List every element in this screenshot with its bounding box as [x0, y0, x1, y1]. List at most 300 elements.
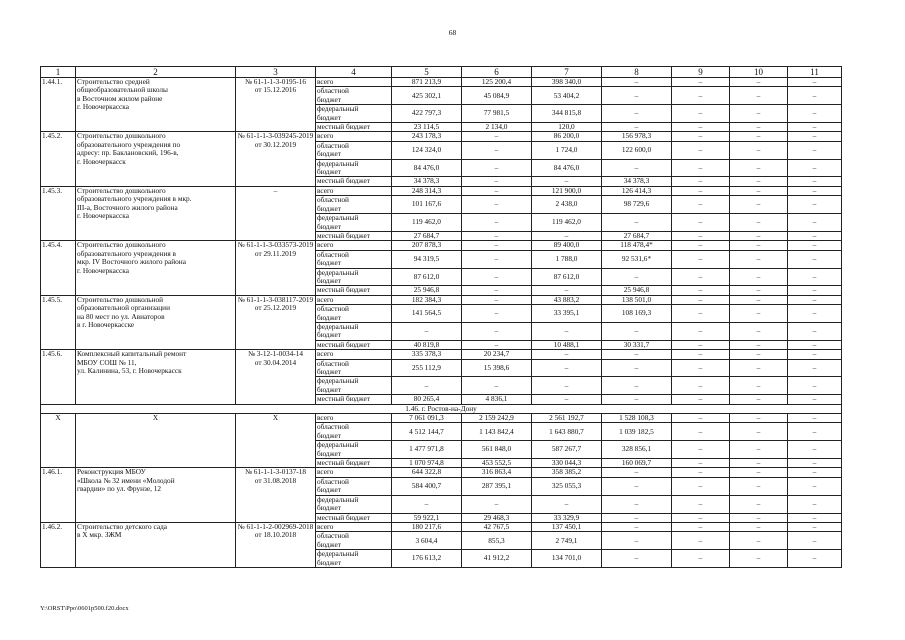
item-number: 1.45.4. — [41, 241, 76, 295]
amount-cell: – — [602, 322, 672, 340]
item-number: 1.44.1. — [41, 78, 76, 132]
amount-cell: 644 322,8 — [392, 468, 462, 477]
amount-cell: 20 234,7 — [462, 350, 532, 359]
amount-cell: – — [672, 395, 730, 404]
amount-cell: 561 848,0 — [462, 441, 532, 459]
amount-cell: – — [672, 123, 730, 132]
amount-cell: – — [730, 395, 788, 404]
table-row — [41, 414, 842, 423]
item-name: Строительство дошкольной образовательной организации на 80 мест по ул. Авиаторов в г. Новочеркасске — [76, 295, 236, 349]
amount-cell: – — [788, 322, 842, 340]
document-ref: № 61-1-1-2-002969-2018 от 18.10.2018 — [236, 522, 316, 567]
amount-cell: – — [730, 441, 788, 459]
amount-cell: 87 612,0 — [392, 268, 462, 286]
amount-cell: – — [672, 250, 730, 268]
item-name: Строительство дошкольного образовательного учреждения в мкр. III-а, Восточного жилого района г. Новочеркасска — [76, 186, 236, 240]
amount-cell: 2 159 242,9 — [462, 414, 532, 423]
column-number: 2 — [76, 67, 236, 78]
amount-cell: – — [730, 141, 788, 159]
amount-cell: – — [462, 377, 532, 395]
budget-source-label: всего — [316, 522, 392, 531]
column-number: 8 — [602, 67, 672, 78]
amount-cell: – — [462, 196, 532, 214]
amount-cell: – — [392, 495, 462, 513]
amount-cell: – — [730, 241, 788, 250]
amount-cell: – — [672, 477, 730, 495]
amount-cell: – — [532, 177, 602, 186]
amount-cell: 27 684,7 — [602, 231, 672, 240]
amount-cell: – — [532, 350, 602, 359]
amount-cell: – — [672, 459, 730, 468]
amount-cell: – — [788, 377, 842, 395]
amount-cell: – — [788, 522, 842, 531]
budget-source-label: местный бюджет — [316, 123, 392, 132]
amount-cell: 1 143 842,4 — [462, 423, 532, 441]
amount-cell: 207 878,3 — [392, 241, 462, 250]
amount-cell: – — [672, 522, 730, 531]
amount-cell: 89 400,0 — [532, 241, 602, 250]
amount-cell: 2 749,1 — [532, 532, 602, 550]
amount-cell: – — [672, 241, 730, 250]
column-number: 5 — [392, 67, 462, 78]
amount-cell: – — [788, 441, 842, 459]
amount-cell: – — [462, 340, 532, 349]
amount-cell: – — [532, 359, 602, 377]
budget-source-label: областной бюджет — [316, 423, 392, 441]
amount-cell: – — [672, 78, 730, 87]
amount-cell: 86 200,0 — [532, 132, 602, 141]
budget-source-label: федеральный бюджет — [316, 159, 392, 177]
table-row — [41, 186, 842, 195]
amount-cell: – — [672, 340, 730, 349]
item-name: Строительство детского сада в X мкр. ЗЖМ — [76, 522, 236, 567]
amount-cell: – — [672, 159, 730, 177]
amount-cell: – — [602, 105, 672, 123]
amount-cell: 141 564,5 — [392, 305, 462, 323]
amount-cell: 94 319,5 — [392, 250, 462, 268]
amount-cell: – — [788, 532, 842, 550]
amount-cell: – — [788, 78, 842, 87]
amount-cell: – — [730, 340, 788, 349]
amount-cell: – — [788, 105, 842, 123]
amount-cell: 80 265,4 — [392, 395, 462, 404]
budget-source-label: всего — [316, 186, 392, 195]
amount-cell: – — [730, 105, 788, 123]
budget-source-label: федеральный бюджет — [316, 441, 392, 459]
amount-cell: 855,3 — [462, 532, 532, 550]
amount-cell: 243 178,3 — [392, 132, 462, 141]
amount-cell: – — [672, 286, 730, 295]
budget-source-label: всего — [316, 350, 392, 359]
amount-cell: – — [672, 495, 730, 513]
amount-cell: – — [602, 123, 672, 132]
amount-cell: – — [788, 468, 842, 477]
amount-cell: – — [532, 322, 602, 340]
amount-cell: 59 922,1 — [392, 513, 462, 522]
budget-source-label: местный бюджет — [316, 513, 392, 522]
table-row — [41, 78, 842, 87]
budget-source-label: областной бюджет — [316, 196, 392, 214]
amount-cell: 328 856,1 — [602, 441, 672, 459]
amount-cell: – — [672, 414, 730, 423]
amount-cell: 358 385,2 — [532, 468, 602, 477]
item-name: Комплексный капитальный ремонт МБОУ СОШ № 11, ул. Калинина, 53, г. Новочеркасск — [76, 350, 236, 404]
amount-cell: – — [602, 477, 672, 495]
budget-source-label: федеральный бюджет — [316, 105, 392, 123]
table-row — [41, 241, 842, 250]
column-number: 6 — [462, 67, 532, 78]
column-number: 3 — [236, 67, 316, 78]
budget-table — [40, 66, 842, 568]
amount-cell: – — [602, 532, 672, 550]
amount-cell: – — [532, 377, 602, 395]
amount-cell: – — [730, 250, 788, 268]
item-number: 1.46.1. — [41, 468, 76, 522]
amount-cell: – — [730, 513, 788, 522]
amount-cell: – — [602, 513, 672, 522]
amount-cell: 1 070 974,8 — [392, 459, 462, 468]
amount-cell: – — [730, 377, 788, 395]
budget-source-label: областной бюджет — [316, 250, 392, 268]
amount-cell: – — [532, 286, 602, 295]
amount-cell: 138 501,0 — [602, 295, 672, 304]
amount-cell: – — [730, 78, 788, 87]
amount-cell: – — [602, 359, 672, 377]
amount-cell: 1 788,0 — [532, 250, 602, 268]
amount-cell: – — [602, 377, 672, 395]
amount-cell: 160 069,7 — [602, 459, 672, 468]
amount-cell: 120,0 — [532, 123, 602, 132]
document-ref: № 3-12-1-0034-14 от 30.04.2014 — [236, 350, 316, 404]
amount-cell: – — [788, 423, 842, 441]
budget-source-label: федеральный бюджет — [316, 268, 392, 286]
amount-cell: – — [462, 231, 532, 240]
amount-cell: – — [788, 141, 842, 159]
amount-cell: 87 612,0 — [532, 268, 602, 286]
amount-cell: – — [392, 322, 462, 340]
amount-cell: 2 134,0 — [462, 123, 532, 132]
column-number: 9 — [672, 67, 730, 78]
amount-cell: – — [788, 495, 842, 513]
amount-cell: – — [462, 250, 532, 268]
amount-cell: – — [730, 186, 788, 195]
amount-cell: 330 044,3 — [532, 459, 602, 468]
amount-cell: 53 404,2 — [532, 87, 602, 105]
amount-cell: 34 378,3 — [392, 177, 462, 186]
amount-cell: – — [730, 550, 788, 568]
column-number: 4 — [316, 67, 392, 78]
amount-cell: – — [532, 395, 602, 404]
amount-cell: – — [730, 459, 788, 468]
amount-cell: 176 613,2 — [392, 550, 462, 568]
amount-cell: – — [672, 177, 730, 186]
amount-cell: 248 314,3 — [392, 186, 462, 195]
budget-source-label: местный бюджет — [316, 340, 392, 349]
amount-cell: – — [730, 322, 788, 340]
amount-cell: – — [462, 186, 532, 195]
budget-source-label: федеральный бюджет — [316, 377, 392, 395]
item-number: Х — [41, 414, 76, 468]
amount-cell: – — [672, 468, 730, 477]
section-header: 1.46. г. Ростов-на-Дону — [41, 404, 842, 413]
amount-cell: 125 200,4 — [462, 78, 532, 87]
amount-cell: – — [672, 186, 730, 195]
item-name: Строительство дошкольного образовательного учреждения в мкр. IV Восточного жилого района г. Новочеркасска — [76, 241, 236, 295]
document-ref: № 61-1-1-3-0195-16 от 15.12.2016 — [236, 78, 316, 132]
table-row — [41, 132, 842, 141]
amount-cell: – — [602, 395, 672, 404]
amount-cell: – — [730, 532, 788, 550]
amount-cell: – — [730, 177, 788, 186]
amount-cell: 1 643 880,7 — [532, 423, 602, 441]
amount-cell: – — [602, 159, 672, 177]
amount-cell: – — [672, 196, 730, 214]
amount-cell: 30 331,7 — [602, 340, 672, 349]
amount-cell: 871 213,9 — [392, 78, 462, 87]
amount-cell: – — [672, 295, 730, 304]
amount-cell: 25 946,8 — [602, 286, 672, 295]
amount-cell: 335 378,3 — [392, 350, 462, 359]
document-ref: № 61-1-1-3-038117-2019 от 25.12.2019 — [236, 295, 316, 349]
amount-cell: 134 701,0 — [532, 550, 602, 568]
document-ref: № 61-1-1-3-039245-2019 от 30.12.2019 — [236, 132, 316, 186]
amount-cell: 108 169,3 — [602, 305, 672, 323]
column-number: 7 — [532, 67, 602, 78]
amount-cell: 124 324,0 — [392, 141, 462, 159]
budget-source-label: федеральный бюджет — [316, 214, 392, 232]
section-header-row — [41, 404, 842, 413]
document-ref: № 61-1-1-3-033573-2019 от 29.11.2019 — [236, 241, 316, 295]
amount-cell: 27 684,7 — [392, 231, 462, 240]
amount-cell: – — [730, 423, 788, 441]
amount-cell: – — [788, 177, 842, 186]
amount-cell: – — [788, 231, 842, 240]
amount-cell: 43 883,2 — [532, 295, 602, 304]
table-body — [41, 67, 842, 568]
amount-cell: 34 378,3 — [602, 177, 672, 186]
column-number: 10 — [730, 67, 788, 78]
amount-cell: 255 112,9 — [392, 359, 462, 377]
amount-cell: 77 981,5 — [462, 105, 532, 123]
amount-cell: – — [730, 468, 788, 477]
amount-cell: 2 561 192,7 — [532, 414, 602, 423]
document-ref: – — [236, 186, 316, 240]
column-number-row — [41, 67, 842, 78]
budget-source-label: всего — [316, 132, 392, 141]
amount-cell: 84 476,0 — [532, 159, 602, 177]
amount-cell: 92 531,6* — [602, 250, 672, 268]
amount-cell: – — [672, 141, 730, 159]
amount-cell: – — [788, 123, 842, 132]
page-number: 68 — [448, 28, 457, 37]
amount-cell: – — [602, 268, 672, 286]
amount-cell: – — [788, 214, 842, 232]
item-name: Реконструкция МБОУ «Школа № 32 имени «Молодой гвардии» по ул. Фрунзе, 12 — [76, 468, 236, 522]
amount-cell: – — [730, 123, 788, 132]
budget-source-label: местный бюджет — [316, 459, 392, 468]
amount-cell: 287 395,1 — [462, 477, 532, 495]
amount-cell: – — [730, 196, 788, 214]
column-number: 1 — [41, 67, 76, 78]
amount-cell: – — [730, 214, 788, 232]
amount-cell: 45 084,9 — [462, 87, 532, 105]
budget-source-label: местный бюджет — [316, 231, 392, 240]
column-number: 11 — [788, 67, 842, 78]
amount-cell: 84 476,0 — [392, 159, 462, 177]
amount-cell: – — [672, 441, 730, 459]
amount-cell: 2 438,0 — [532, 196, 602, 214]
amount-cell: – — [462, 286, 532, 295]
amount-cell: – — [788, 340, 842, 349]
amount-cell: 121 900,0 — [532, 186, 602, 195]
amount-cell: – — [672, 132, 730, 141]
amount-cell: – — [672, 105, 730, 123]
budget-source-label: областной бюджет — [316, 477, 392, 495]
amount-cell: – — [788, 87, 842, 105]
amount-cell: 587 267,7 — [532, 441, 602, 459]
amount-cell: – — [730, 495, 788, 513]
amount-cell: – — [788, 414, 842, 423]
amount-cell: 425 302,1 — [392, 87, 462, 105]
amount-cell: – — [462, 141, 532, 159]
amount-cell: 422 797,3 — [392, 105, 462, 123]
budget-source-label: областной бюджет — [316, 87, 392, 105]
amount-cell: – — [788, 286, 842, 295]
amount-cell: 4 836,1 — [462, 395, 532, 404]
budget-source-label: местный бюджет — [316, 286, 392, 295]
footer-file-path: Y:\ORST\Ppo\0601p500.f20.docx — [40, 605, 129, 612]
amount-cell: – — [602, 495, 672, 513]
item-number: 1.45.6. — [41, 350, 76, 404]
table-row — [41, 350, 842, 359]
amount-cell: 584 400,7 — [392, 477, 462, 495]
amount-cell: – — [730, 295, 788, 304]
amount-cell: 398 340,0 — [532, 78, 602, 87]
amount-cell: – — [788, 186, 842, 195]
budget-source-label: областной бюджет — [316, 359, 392, 377]
amount-cell: – — [602, 214, 672, 232]
amount-cell: 119 462,0 — [532, 214, 602, 232]
amount-cell: – — [672, 214, 730, 232]
amount-cell: – — [462, 241, 532, 250]
amount-cell: – — [730, 87, 788, 105]
amount-cell: 325 055,3 — [532, 477, 602, 495]
amount-cell: – — [532, 231, 602, 240]
amount-cell: – — [602, 87, 672, 105]
amount-cell: – — [602, 468, 672, 477]
item-name: Х — [76, 414, 236, 468]
amount-cell: 1 528 108,3 — [602, 414, 672, 423]
item-name: Строительство дошкольного образовательного учреждения по адресу: пр. Баклановский, 196-в, г. Новочеркасск — [76, 132, 236, 186]
amount-cell: 119 462,0 — [392, 214, 462, 232]
amount-cell: – — [730, 268, 788, 286]
amount-cell: 182 384,3 — [392, 295, 462, 304]
amount-cell: – — [672, 87, 730, 105]
table-row — [41, 295, 842, 304]
amount-cell: – — [672, 377, 730, 395]
amount-cell: – — [788, 268, 842, 286]
amount-cell: – — [392, 377, 462, 395]
budget-source-label: всего — [316, 468, 392, 477]
budget-source-label: федеральный бюджет — [316, 322, 392, 340]
amount-cell: – — [602, 522, 672, 531]
amount-cell: – — [730, 305, 788, 323]
budget-source-label: федеральный бюджет — [316, 495, 392, 513]
amount-cell: – — [672, 532, 730, 550]
amount-cell: – — [672, 359, 730, 377]
budget-source-label: всего — [316, 78, 392, 87]
amount-cell: – — [672, 322, 730, 340]
amount-cell: 15 398,6 — [462, 359, 532, 377]
amount-cell: – — [788, 241, 842, 250]
amount-cell: – — [462, 322, 532, 340]
amount-cell: 344 815,8 — [532, 105, 602, 123]
amount-cell: 1 724,0 — [532, 141, 602, 159]
amount-cell: 137 450,1 — [532, 522, 602, 531]
amount-cell: – — [602, 550, 672, 568]
amount-cell: – — [462, 305, 532, 323]
amount-cell: – — [788, 159, 842, 177]
amount-cell: 25 946,8 — [392, 286, 462, 295]
amount-cell: – — [788, 305, 842, 323]
amount-cell: 29 468,3 — [462, 513, 532, 522]
amount-cell: 10 488,1 — [532, 340, 602, 349]
amount-cell: 118 478,4* — [602, 241, 672, 250]
amount-cell: – — [672, 268, 730, 286]
document-ref: Х — [236, 414, 316, 468]
budget-source-label: федеральный бюджет — [316, 550, 392, 568]
amount-cell: 122 600,0 — [602, 141, 672, 159]
budget-source-label: областной бюджет — [316, 141, 392, 159]
budget-source-label: областной бюджет — [316, 532, 392, 550]
amount-cell: 40 819,8 — [392, 340, 462, 349]
amount-cell: – — [788, 477, 842, 495]
amount-cell: – — [730, 414, 788, 423]
amount-cell: – — [788, 196, 842, 214]
amount-cell: – — [672, 350, 730, 359]
amount-cell: – — [730, 477, 788, 495]
amount-cell: – — [730, 522, 788, 531]
amount-cell: – — [788, 250, 842, 268]
amount-cell: – — [788, 295, 842, 304]
amount-cell: 126 414,3 — [602, 186, 672, 195]
amount-cell: – — [788, 359, 842, 377]
amount-cell: – — [462, 268, 532, 286]
amount-cell: 42 767,5 — [462, 522, 532, 531]
document-ref: № 61-1-1-3-0137-18 от 31.08.2018 — [236, 468, 316, 522]
item-number: 1.45.2. — [41, 132, 76, 186]
amount-cell: – — [462, 214, 532, 232]
budget-source-label: местный бюджет — [316, 177, 392, 186]
amount-cell: – — [730, 159, 788, 177]
item-number: 1.46.2. — [41, 522, 76, 567]
amount-cell: 3 604,4 — [392, 532, 462, 550]
amount-cell: 41 912,2 — [462, 550, 532, 568]
budget-source-label: всего — [316, 414, 392, 423]
amount-cell: 101 167,6 — [392, 196, 462, 214]
amount-cell: – — [788, 513, 842, 522]
amount-cell: – — [730, 286, 788, 295]
amount-cell: 316 863,4 — [462, 468, 532, 477]
table-row — [41, 468, 842, 477]
amount-cell: – — [462, 132, 532, 141]
amount-cell: – — [462, 159, 532, 177]
amount-cell: – — [730, 350, 788, 359]
amount-cell: – — [462, 295, 532, 304]
amount-cell: – — [788, 395, 842, 404]
table-row — [41, 522, 842, 531]
amount-cell: 156 978,3 — [602, 132, 672, 141]
